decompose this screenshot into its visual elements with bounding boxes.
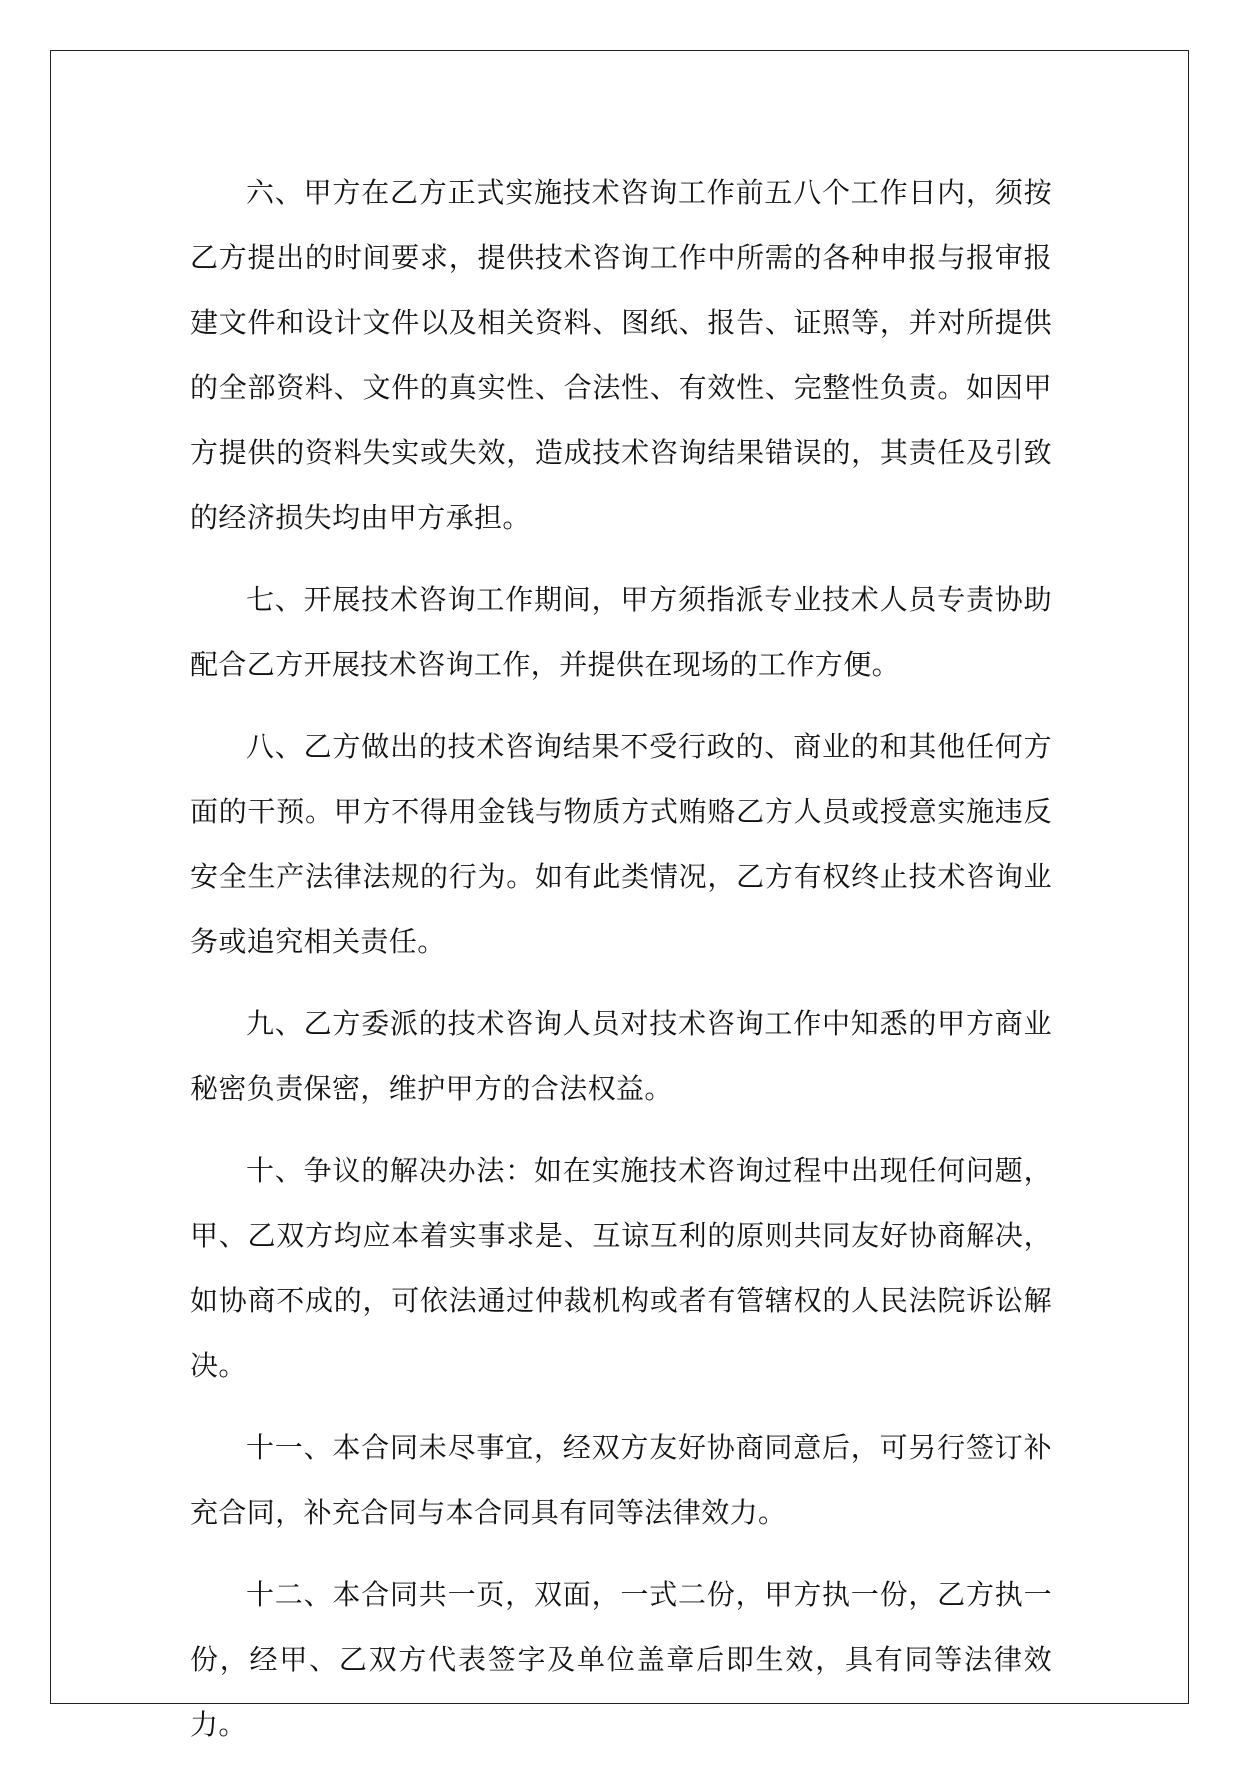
clause-12-paragraph: 十二、本合同共一页，双面，一式二份，甲方执一份，乙方执一份，经甲、乙双方代表签字及单位盖章后即生效，具有同等法律效力。 bbox=[190, 1578, 1052, 1741]
clause-8-paragraph: 八、乙方做出的技术咨询结果不受行政的、商业的和其他任何方面的干预。甲方不得用金钱与物质方式贿赂乙方人员或授意实施违反安全生产法律法规的行为。如有此类情况，乙方有权终止技术咨询业务或追究相关责任。 bbox=[190, 730, 1052, 958]
clause-10-paragraph: 十、争议的解决办法：如在实施技术咨询过程中出现任何问题，甲、乙双方均应本着实事求是、互谅互利的原则共同友好协商解决，如协商不成的，可依法通过仲裁机构或者有管辖权的人民法院诉讼解决。 bbox=[190, 1154, 1052, 1382]
document-body bbox=[190, 160, 1052, 1774]
clause-9-paragraph: 九、乙方委派的技术咨询人员对技术咨询工作中知悉的甲方商业秘密负责保密，维护甲方的合法权益。 bbox=[190, 1007, 1052, 1105]
clause-7-paragraph: 七、开展技术咨询工作期间，甲方须指派专业技术人员专责协助配合乙方开展技术咨询工作，并提供在现场的工作方便。 bbox=[190, 583, 1052, 681]
clause-6-paragraph: 六、甲方在乙方正式实施技术咨询工作前五八个工作日内，须按乙方提出的时间要求，提供技术咨询工作中所需的各种申报与报审报建文件和设计文件以及相关资料、图纸、报告、证照等，并对所提供的全部资料、文件的真实性、合法性、有效性、完整性负责。如因甲方提供的资料失实或失效，造成技术咨询结果错误的，其责任及引致的经济损失均由甲方承担。 bbox=[190, 176, 1052, 534]
clause-11-paragraph: 十一、本合同未尽事宜，经双方友好协商同意后，可另行签订补充合同，补充合同与本合同具有同等法律效力。 bbox=[190, 1431, 1052, 1529]
